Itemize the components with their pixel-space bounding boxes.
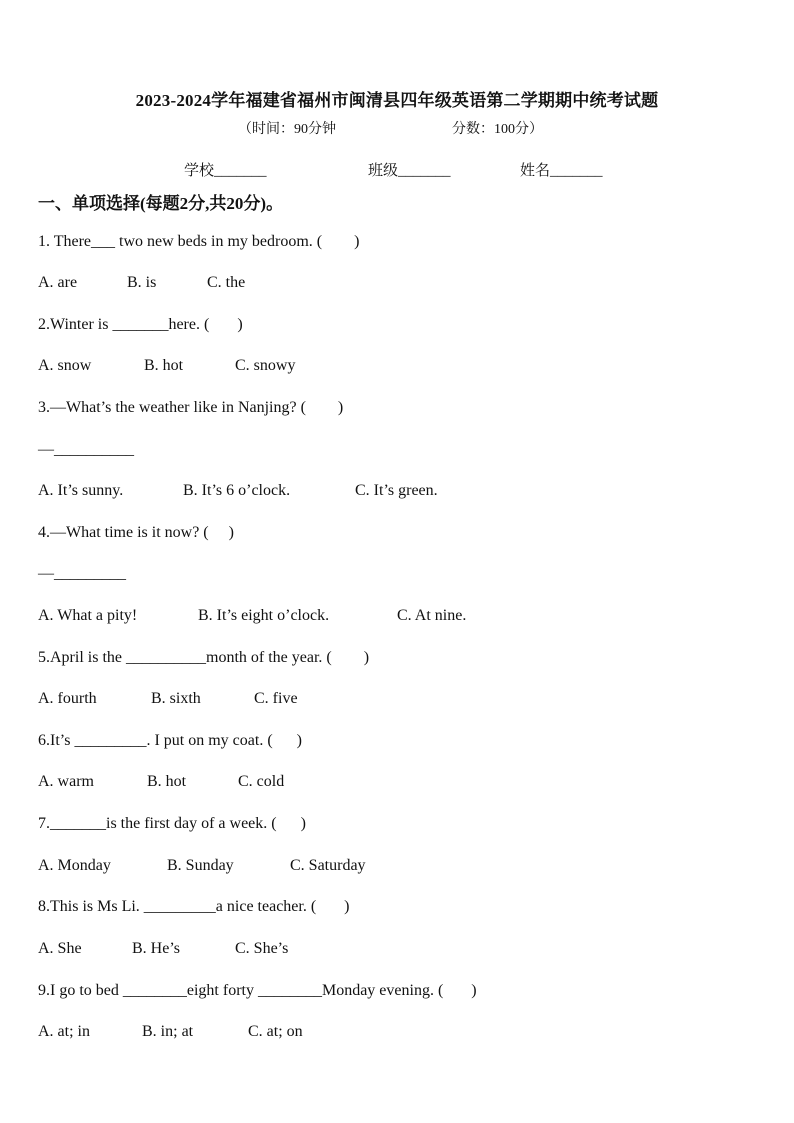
exam-title: 2023-2024学年福建省福州市闽清县四年级英语第二学期期中统考试题 — [135, 91, 659, 110]
option-b[interactable]: B. in; at — [142, 1023, 194, 1040]
option-c[interactable]: C. She’s — [235, 940, 289, 957]
option-a[interactable]: A. warm — [38, 773, 94, 790]
option-a[interactable]: A. Monday — [38, 857, 111, 874]
option-b[interactable]: B. It’s 6 o’clock. — [183, 482, 291, 499]
section-heading: 一、单项选择(每题2分,共20分)。 — [38, 194, 284, 213]
option-b[interactable]: B. He’s — [132, 940, 180, 957]
question-9-stem: 9.I go to bed ________eight forty ________Monday evening. ( ) — [38, 982, 477, 999]
option-a[interactable]: A. snow — [38, 357, 92, 374]
question-2-stem: 2.Winter is _______here. ( ) — [38, 316, 243, 333]
question-6-stem: 6.It’s _________. I put on my coat. ( ) — [38, 732, 302, 749]
question-8-stem: 8.This is Ms Li. _________a nice teacher. ( ) — [38, 898, 350, 915]
option-b[interactable]: B. Sunday — [167, 857, 234, 874]
option-b[interactable]: B. is — [127, 274, 157, 291]
option-c[interactable]: C. snowy — [235, 357, 296, 374]
exam-time: （时间：90分钟 — [238, 122, 336, 137]
option-c[interactable]: C. at; on — [248, 1023, 303, 1040]
option-c[interactable]: C. five — [254, 690, 298, 707]
option-c[interactable]: C. It’s green. — [355, 482, 438, 499]
option-a[interactable]: A. are — [38, 274, 78, 291]
option-a[interactable]: A. fourth — [38, 690, 97, 707]
question-1-stem: 1. There___ two new beds in my bedroom. ( ) — [38, 233, 360, 250]
option-c[interactable]: C. cold — [238, 773, 285, 790]
option-a[interactable]: A. at; in — [38, 1023, 90, 1040]
option-b[interactable]: B. hot — [147, 773, 187, 790]
question-7-stem: 7._______is the first day of a week. ( ) — [38, 815, 306, 832]
option-b[interactable]: B. hot — [144, 357, 184, 374]
option-c[interactable]: C. Saturday — [290, 857, 366, 874]
option-a[interactable]: A. She — [38, 940, 82, 957]
option-b[interactable]: B. It’s eight o’clock. — [198, 607, 330, 624]
class-field[interactable]: 班级_______ — [368, 163, 451, 179]
question-4-stem: 4.—What time is it now? ( ) — [38, 524, 234, 541]
option-a[interactable]: A. What a pity! — [38, 607, 138, 624]
question-4-answer-line[interactable]: —_________ — [38, 565, 126, 582]
name-field[interactable]: 姓名_______ — [520, 163, 603, 179]
exam-score: 分数：100分） — [452, 122, 543, 137]
option-c[interactable]: C. At nine. — [397, 607, 467, 624]
question-5-stem: 5.April is the __________month of the year. ( ) — [38, 649, 370, 666]
question-3-answer-line[interactable]: —__________ — [38, 441, 134, 458]
school-field[interactable]: 学校_______ — [184, 163, 267, 179]
option-c[interactable]: C. the — [207, 274, 246, 291]
option-b[interactable]: B. sixth — [151, 690, 201, 707]
option-a[interactable]: A. It’s sunny. — [38, 482, 124, 499]
question-3-stem: 3.—What’s the weather like in Nanjing? ( ) — [38, 399, 344, 416]
